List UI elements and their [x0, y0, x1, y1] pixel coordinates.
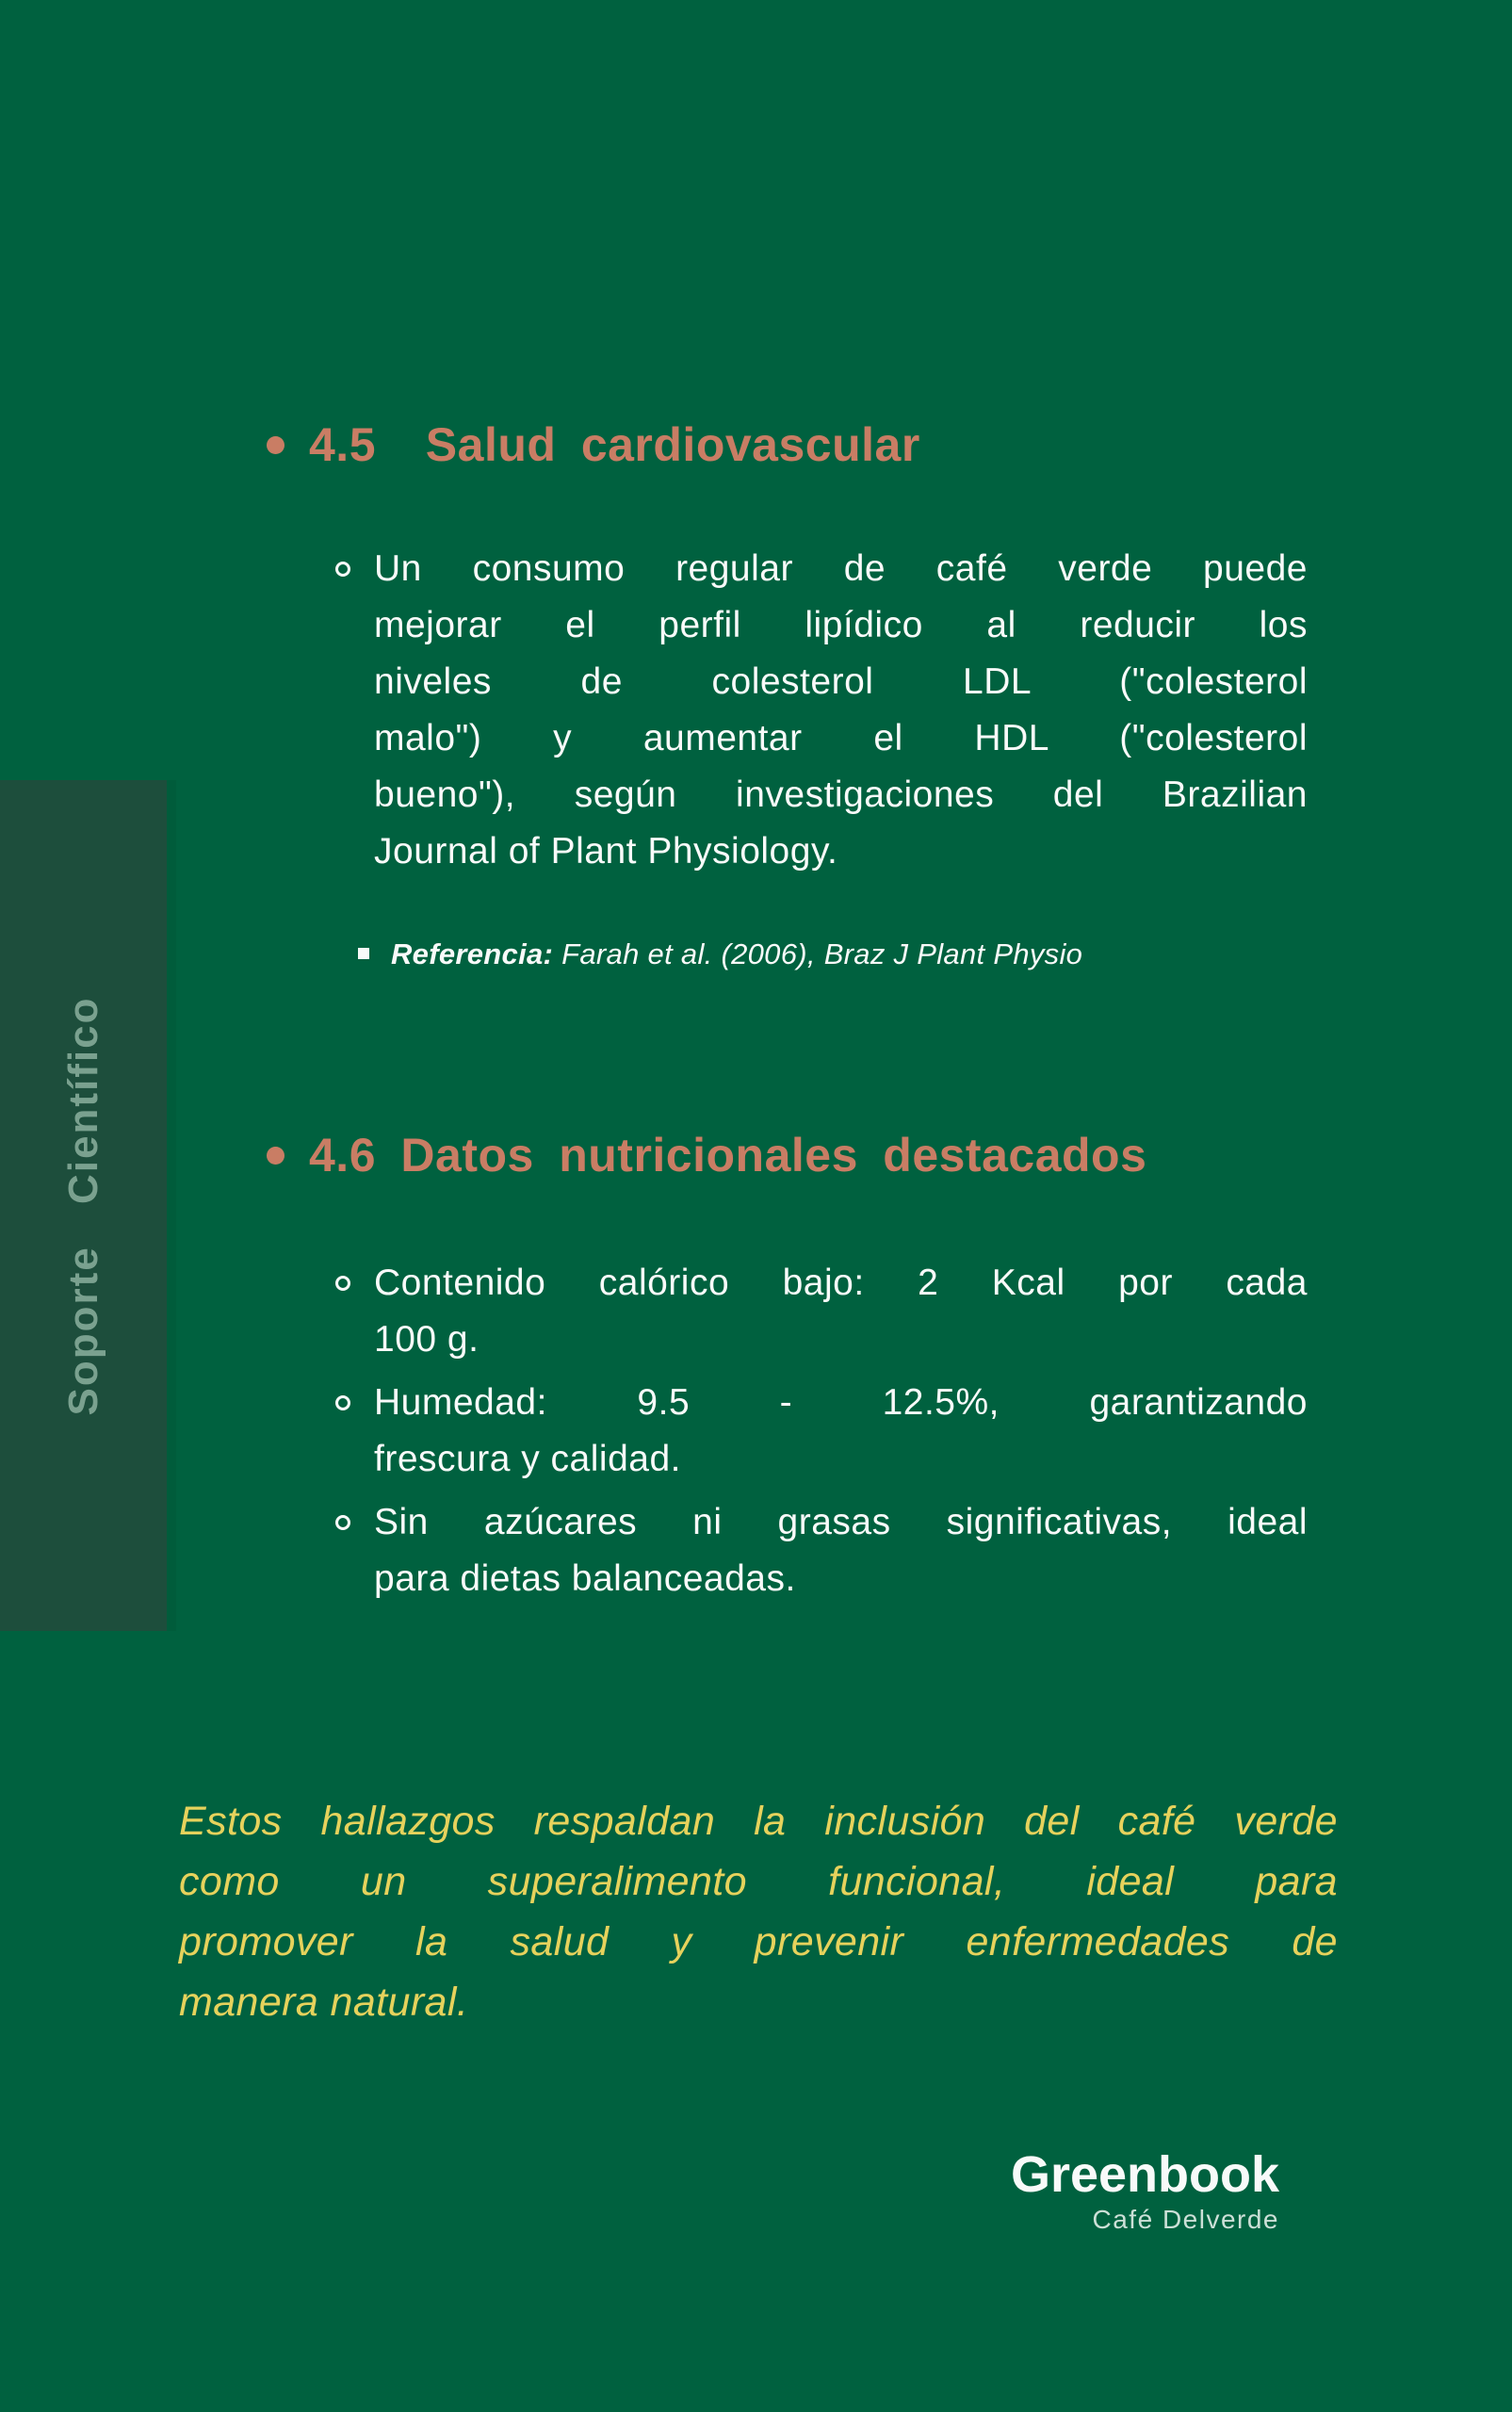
list-item-text: [374, 1375, 1308, 1488]
closing-note-line: como un superalimento funcional, ideal para: [179, 1859, 1338, 1904]
brand-subtitle: Café Delverde: [1092, 2205, 1279, 2234]
list-item: [335, 1494, 1308, 1607]
reference-text: [391, 935, 1082, 974]
list-item-line: 100 g.: [374, 1319, 480, 1360]
list-item-text: [374, 1494, 1308, 1607]
reference-4-5: [358, 935, 1082, 974]
paragraph-line: Un consumo regular de café verde puede: [374, 548, 1308, 589]
paragraph-line: mejorar el perfil lipídico al reducir los: [374, 605, 1308, 645]
list-item-line: para dietas balanceadas.: [374, 1558, 796, 1599]
circle-bullet-icon: [335, 1395, 350, 1410]
heading-4-5-label: 4.5 Salud cardiovascular: [309, 418, 920, 471]
paragraph-4-5: [335, 541, 1308, 880]
reference-value: Farah et al. (2006), Braz J Plant Physio: [561, 937, 1083, 970]
list-item-line: Sin azúcares ni grasas significativas, ideal: [374, 1502, 1308, 1542]
list-item-line: Contenido calórico bajo: 2 Kcal por cada: [374, 1263, 1308, 1303]
circle-bullet-icon: [335, 562, 350, 577]
sidebar-tab: [0, 780, 167, 1631]
paragraph-4-5-text: [374, 541, 1308, 880]
list-item-text: [374, 1255, 1308, 1368]
closing-note: [179, 1791, 1338, 2032]
sidebar-label: Soporte Científico: [59, 996, 106, 1415]
reference-label: Referencia:: [391, 937, 554, 970]
dot-bullet-icon: [267, 1147, 285, 1165]
closing-note-line: manera natural.: [179, 1980, 469, 2025]
paragraph-line: bueno"), según investigaciones del Brazilian: [374, 774, 1308, 815]
list-item-line: frescura y calidad.: [374, 1439, 681, 1479]
heading-4-5: [267, 418, 920, 471]
circle-bullet-icon: [335, 1276, 350, 1291]
nutrition-list: [335, 1255, 1308, 1614]
closing-note-line: promover la salud y prevenir enfermedades de: [179, 1919, 1338, 1964]
list-item: [335, 1255, 1308, 1368]
list-item: [335, 1375, 1308, 1488]
closing-note-line: Estos hallazgos respaldan la inclusión del café verde: [179, 1799, 1338, 1844]
brand-block: [1011, 2148, 1279, 2235]
circle-bullet-icon: [335, 1515, 350, 1530]
paragraph-line: niveles de colesterol LDL ("colesterol: [374, 661, 1308, 702]
list-item-line: Humedad: 9.5 - 12.5%, garantizando: [374, 1382, 1308, 1423]
heading-4-6: [267, 1129, 1146, 1182]
square-bullet-icon: [358, 948, 369, 959]
heading-4-6-label: 4.6 Datos nutricionales destacados: [309, 1129, 1147, 1182]
brand-name: Greenbook: [1010, 2146, 1279, 2203]
dot-bullet-icon: [267, 436, 285, 454]
paragraph-line: Journal of Plant Physiology.: [374, 831, 838, 872]
paragraph-line: malo") y aumentar el HDL ("colesterol: [374, 718, 1308, 758]
